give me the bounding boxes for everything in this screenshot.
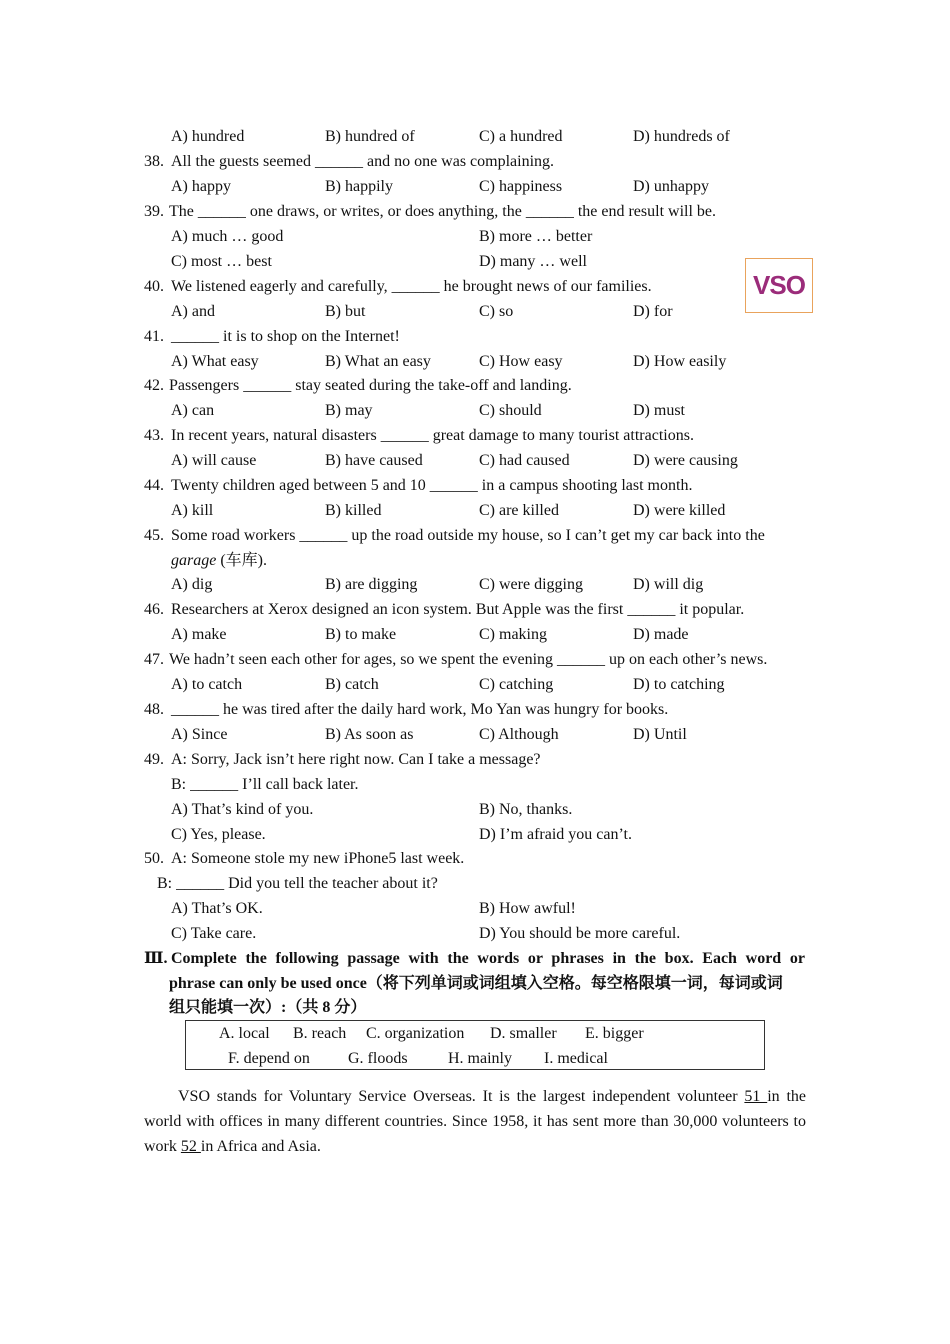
option-a: A) much … good	[171, 228, 284, 245]
option-a: A) kill	[171, 502, 214, 519]
question-number: 46.	[144, 601, 164, 618]
word-option: E. bigger	[585, 1025, 644, 1042]
option-d: D) unhappy	[633, 178, 709, 195]
word-option: F. depend on	[228, 1050, 310, 1067]
question-number: 40.	[144, 278, 164, 295]
option-b: B) are digging	[325, 576, 418, 593]
vso-logo	[745, 258, 813, 313]
question-stem: Some road workers ______ up the road outside my house, so I can’t get my car back into the	[171, 527, 765, 544]
question-stem-continued: B: ______ Did you tell the teacher about it?	[157, 875, 438, 892]
option-a: A) happy	[171, 178, 231, 195]
option-a: A) to catch	[171, 676, 243, 693]
option-d: D) were causing	[633, 452, 738, 469]
passage-text: in the world with offices in many different countries. Since 1958, it has sent more than 30,000 volunteers to work	[144, 1088, 806, 1155]
question-stem: Twenty children aged between 5 and 10 ______ in a campus shooting last month.	[171, 477, 693, 494]
option-c: C) should	[479, 402, 542, 419]
option-d: D) made	[633, 626, 689, 643]
question-number: 48.	[144, 701, 164, 718]
question-stem: A: Someone stole my new iPhone5 last week.	[171, 850, 465, 867]
word-option: C. organization	[366, 1025, 465, 1042]
option-b: B) How awful!	[479, 900, 576, 917]
question-stem: Researchers at Xerox designed an icon system. But Apple was the first ______ it popular.	[171, 601, 745, 618]
option-d: D) You should be more careful.	[479, 925, 681, 942]
option-c: C) are killed	[479, 502, 559, 519]
option-b: B) may	[325, 402, 373, 419]
option-a: A) can	[171, 402, 215, 419]
option-a: A) hundred	[171, 128, 245, 145]
question-stem: All the guests seemed ______ and no one was complaining.	[171, 153, 555, 170]
word-option: H. mainly	[448, 1050, 512, 1067]
section-instruction-line3: 组只能填一次）:（共 8 分）	[169, 999, 367, 1016]
question-stem: We hadn’t seen each other for ages, so we spent the evening ______ up on each other’s news.	[169, 651, 768, 668]
option-d: D) I’m afraid you can’t.	[479, 826, 632, 843]
option-b: B) happily	[325, 178, 393, 195]
option-d: D) must	[633, 402, 685, 419]
option-b: B) catch	[325, 676, 379, 693]
vso-logo-text: VSO	[753, 270, 805, 300]
option-a: A) make	[171, 626, 227, 643]
question-number: 42.	[144, 377, 164, 394]
section-instruction-line2: phrase can only be used once（将下列单词或词组填入空格。每空格限填一词，每词或词	[169, 975, 783, 992]
option-c: C) Yes, please.	[171, 826, 266, 843]
question-stem: ______ he was tired after the daily hard work, Mo Yan was hungry for books.	[171, 701, 669, 718]
option-b: B) to make	[325, 626, 397, 643]
option-d: D) How easily	[633, 353, 727, 370]
word-option: A. local	[219, 1025, 270, 1042]
option-b: B) No, thanks.	[479, 801, 573, 818]
passage-paragraph	[144, 1084, 806, 1159]
question-stem: ______ it is to shop on the Internet!	[171, 328, 400, 345]
option-d: D) to catching	[633, 676, 725, 693]
question-stem: In recent years, natural disasters ______ great damage to many tourist attractions.	[171, 427, 694, 444]
italic-word: garage	[171, 552, 217, 569]
option-c: C) happiness	[479, 178, 563, 195]
word-option: B. reach	[293, 1025, 347, 1042]
question-stem: We listened eagerly and carefully, ______ he brought news of our families.	[171, 278, 652, 295]
option-a: A) Since	[171, 726, 228, 743]
option-b: B) killed	[325, 502, 382, 519]
option-c: C) Take care.	[171, 925, 257, 942]
question-number: 43.	[144, 427, 164, 444]
question-number: 44.	[144, 477, 164, 494]
option-c: C) were digging	[479, 576, 583, 593]
question-number: 41.	[144, 328, 164, 345]
option-c: C) so	[479, 303, 514, 320]
option-d: D) for	[633, 303, 673, 320]
question-number: 47.	[144, 651, 164, 668]
option-b: B) What an easy	[325, 353, 431, 370]
option-c: C) Although	[479, 726, 559, 743]
word-option: G. floods	[348, 1050, 408, 1067]
passage-text: VSO stands for Voluntary Service Overseas. It is the largest independent volunteer	[178, 1088, 745, 1105]
word-option: D. smaller	[490, 1025, 557, 1042]
blank-52: 52	[180, 1138, 201, 1155]
option-c: C) had caused	[479, 452, 570, 469]
option-a: A) dig	[171, 576, 213, 593]
question-number: 49.	[144, 751, 164, 768]
question-number: 50.	[144, 850, 164, 867]
option-b: B) more … better	[479, 228, 593, 245]
option-c: C) How easy	[479, 353, 563, 370]
question-stem: Passengers ______ stay seated during the take-off and landing.	[169, 377, 572, 394]
option-d: D) Until	[633, 726, 687, 743]
option-c: C) most … best	[171, 253, 272, 270]
option-a: A) and	[171, 303, 215, 320]
question-number: 39.	[144, 203, 164, 220]
option-a: A) That’s kind of you.	[171, 801, 314, 818]
question-stem-continued	[171, 551, 267, 571]
option-a: A) That’s OK.	[171, 900, 263, 917]
stem-rest: (车库).	[216, 552, 267, 569]
question-stem: A: Sorry, Jack isn’t here right now. Can I take a message?	[171, 751, 541, 768]
option-b: B) have caused	[325, 452, 423, 469]
option-d: D) will dig	[633, 576, 704, 593]
option-c: C) a hundred	[479, 128, 563, 145]
option-d: D) hundreds of	[633, 128, 730, 145]
question-number: 45.	[144, 527, 164, 544]
section-instruction-line1: Complete the following passage with the words or phrases in the box. Each word or	[171, 950, 805, 967]
option-a: A) will cause	[171, 452, 257, 469]
passage-text: in Africa and Asia.	[200, 1138, 321, 1155]
section-numeral: Ⅲ.	[144, 950, 168, 967]
option-c: C) catching	[479, 676, 554, 693]
option-c: C) making	[479, 626, 547, 643]
option-d: D) many … well	[479, 253, 587, 270]
blank-51: 51	[744, 1088, 768, 1105]
question-stem: The ______ one draws, or writes, or does anything, the ______ the end result will be.	[169, 203, 716, 220]
option-b: B) hundred of	[325, 128, 415, 145]
option-b: B) but	[325, 303, 366, 320]
word-option: I. medical	[544, 1050, 608, 1067]
question-number: 38.	[144, 153, 164, 170]
question-stem-continued: B: ______ I’ll call back later.	[171, 776, 359, 793]
option-a: A) What easy	[171, 353, 259, 370]
option-d: D) were killed	[633, 502, 726, 519]
option-b: B) As soon as	[325, 726, 414, 743]
